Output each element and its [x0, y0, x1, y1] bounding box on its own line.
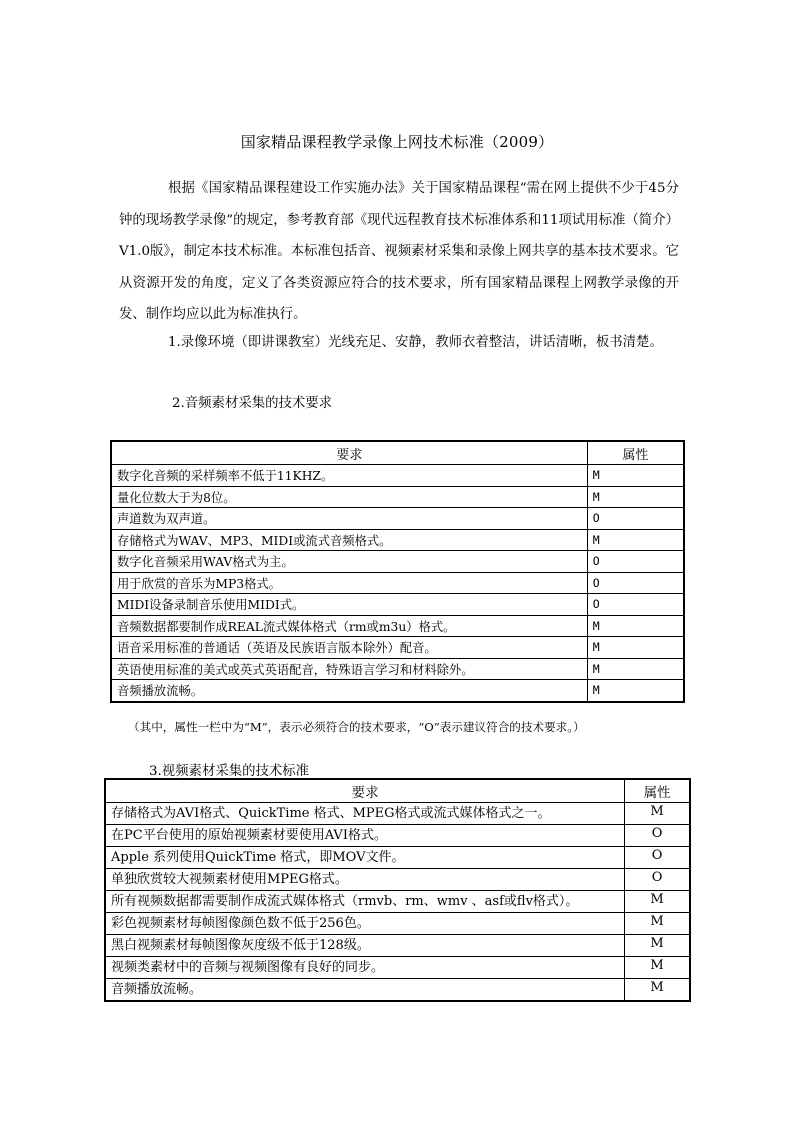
table-row	[105, 825, 690, 847]
table-row	[111, 658, 684, 680]
requirement-cell: MIDI设备录制音乐使用MIDI式。	[111, 594, 587, 616]
attribute-cell: M	[625, 913, 690, 935]
table-row	[111, 486, 684, 508]
table-row	[111, 637, 684, 659]
intro-paragraph: 根据《国家精品课程建设工作实施办法》关于国家精品课程“需在网上提供不少于45分钟的现场教学录像”的规定，参考教育部《现代远程教育技术标准体系和11项试用标准（简介）V1.0版》，制定本技术标准。本标准包括音、视频素材采集和录像上网共享的基本技术要求。它从资源开发的角度，定义了各类资源应符合的技术要求，所有国家精品课程上网教学录像的开发、制作均应以此为标准执行。	[119, 181, 679, 322]
requirement-cell: 单独欣赏较大视频素材使用MPEG格式。	[105, 869, 625, 891]
page-title: 国家精品课程教学录像上网技术标准（2009）	[240, 133, 554, 151]
requirement-cell: 音频播放流畅。	[105, 979, 625, 1002]
requirement-cell: 彩色视频素材每帧图像颜色数不低于256色。	[105, 913, 625, 935]
requirement-cell: 在PC平台使用的原始视频素材要使用AVI格式。	[105, 825, 625, 847]
attribute-cell: O	[625, 869, 690, 891]
attribute-cell: M	[587, 465, 684, 487]
requirement-cell: 音频播放流畅。	[111, 680, 587, 702]
requirement-cell: 黑白视频素材每帧图像灰度级不低于128级。	[105, 935, 625, 957]
table-row	[105, 913, 690, 935]
requirement-cell: Apple 系列使用QuickTime 格式，即MOV文件。	[105, 847, 625, 869]
table-header-row	[105, 779, 690, 803]
attribute-cell: M	[587, 658, 684, 680]
table-row	[105, 957, 690, 979]
requirement-cell: 声道数为双声道。	[111, 508, 587, 530]
table-row	[111, 615, 684, 637]
attribute-cell: M	[587, 637, 684, 659]
attribute-cell: O	[625, 825, 690, 847]
table-row	[105, 869, 690, 891]
attribute-cell: M	[625, 935, 690, 957]
attribute-cell: M	[587, 615, 684, 637]
table-row	[105, 891, 690, 913]
attribute-legend-note: （其中，属性一栏中为“M”，表示必须符合的技术要求，“O”表示建议符合的技术要求。）	[128, 720, 585, 734]
attribute-cell: O	[587, 594, 684, 616]
attribute-cell: M	[587, 529, 684, 551]
requirement-cell: 英语使用标准的美式或英式英语配音，特殊语言学习和材料除外。	[111, 658, 587, 680]
table-row	[111, 551, 684, 573]
requirement-cell: 所有视频数据都需要制作成流式媒体格式（rmvb、rm、wmv 、asf或flv格式）。	[105, 891, 625, 913]
requirement-column-header: 要求	[111, 441, 587, 465]
recording-environment-paragraph: 1.录像环境（即讲课教室）光线充足、安静，教师衣着整洁，讲话清晰，板书清楚。	[168, 335, 663, 350]
requirement-cell: 存储格式为AVI格式、QuickTime 格式、MPEG格式或流式媒体格式之一。	[105, 803, 625, 825]
requirement-cell: 视频类素材中的音频与视频图像有良好的同步。	[105, 957, 625, 979]
attribute-cell: M	[625, 803, 690, 825]
attribute-cell: O	[587, 551, 684, 573]
attribute-cell: M	[625, 891, 690, 913]
requirement-cell: 语音采用标准的普通话（英语及民族语言版本除外）配音。	[111, 637, 587, 659]
table-row	[105, 803, 690, 825]
attribute-cell: M	[587, 680, 684, 702]
table-row	[111, 465, 684, 487]
requirement-cell: 用于欣赏的音乐为MP3格式。	[111, 572, 587, 594]
audio-section-heading: 2.音频素材采集的技术要求	[172, 396, 333, 411]
video-section-heading: 3.视频素材采集的技术标准	[149, 764, 310, 779]
attribute-cell: M	[625, 957, 690, 979]
table-row	[105, 935, 690, 957]
table-row	[111, 680, 684, 702]
table-row	[111, 529, 684, 551]
attribute-column-header: 属性	[587, 441, 684, 465]
requirement-cell: 数字化音频的采样频率不低于11KHZ。	[111, 465, 587, 487]
attribute-cell: O	[587, 508, 684, 530]
attribute-cell: O	[587, 572, 684, 594]
requirement-cell: 存储格式为WAV、MP3、MIDI或流式音频格式。	[111, 529, 587, 551]
table-row	[111, 572, 684, 594]
attribute-cell: M	[625, 979, 690, 1002]
attribute-cell: O	[625, 847, 690, 869]
audio-requirements-table	[110, 440, 685, 703]
table-row	[105, 847, 690, 869]
attribute-cell: M	[587, 486, 684, 508]
table-row	[111, 594, 684, 616]
requirement-cell: 数字化音频采用WAV格式为主。	[111, 551, 587, 573]
requirement-cell: 音频数据都要制作成REAL流式媒体格式（rm或m3u）格式。	[111, 615, 587, 637]
requirement-cell: 量化位数大于为8位。	[111, 486, 587, 508]
video-requirements-table	[104, 778, 691, 1002]
table-header-row	[111, 441, 684, 465]
table-row	[105, 979, 690, 1002]
requirement-column-header: 要求	[105, 779, 625, 803]
table-row	[111, 508, 684, 530]
attribute-column-header: 属性	[625, 779, 690, 803]
